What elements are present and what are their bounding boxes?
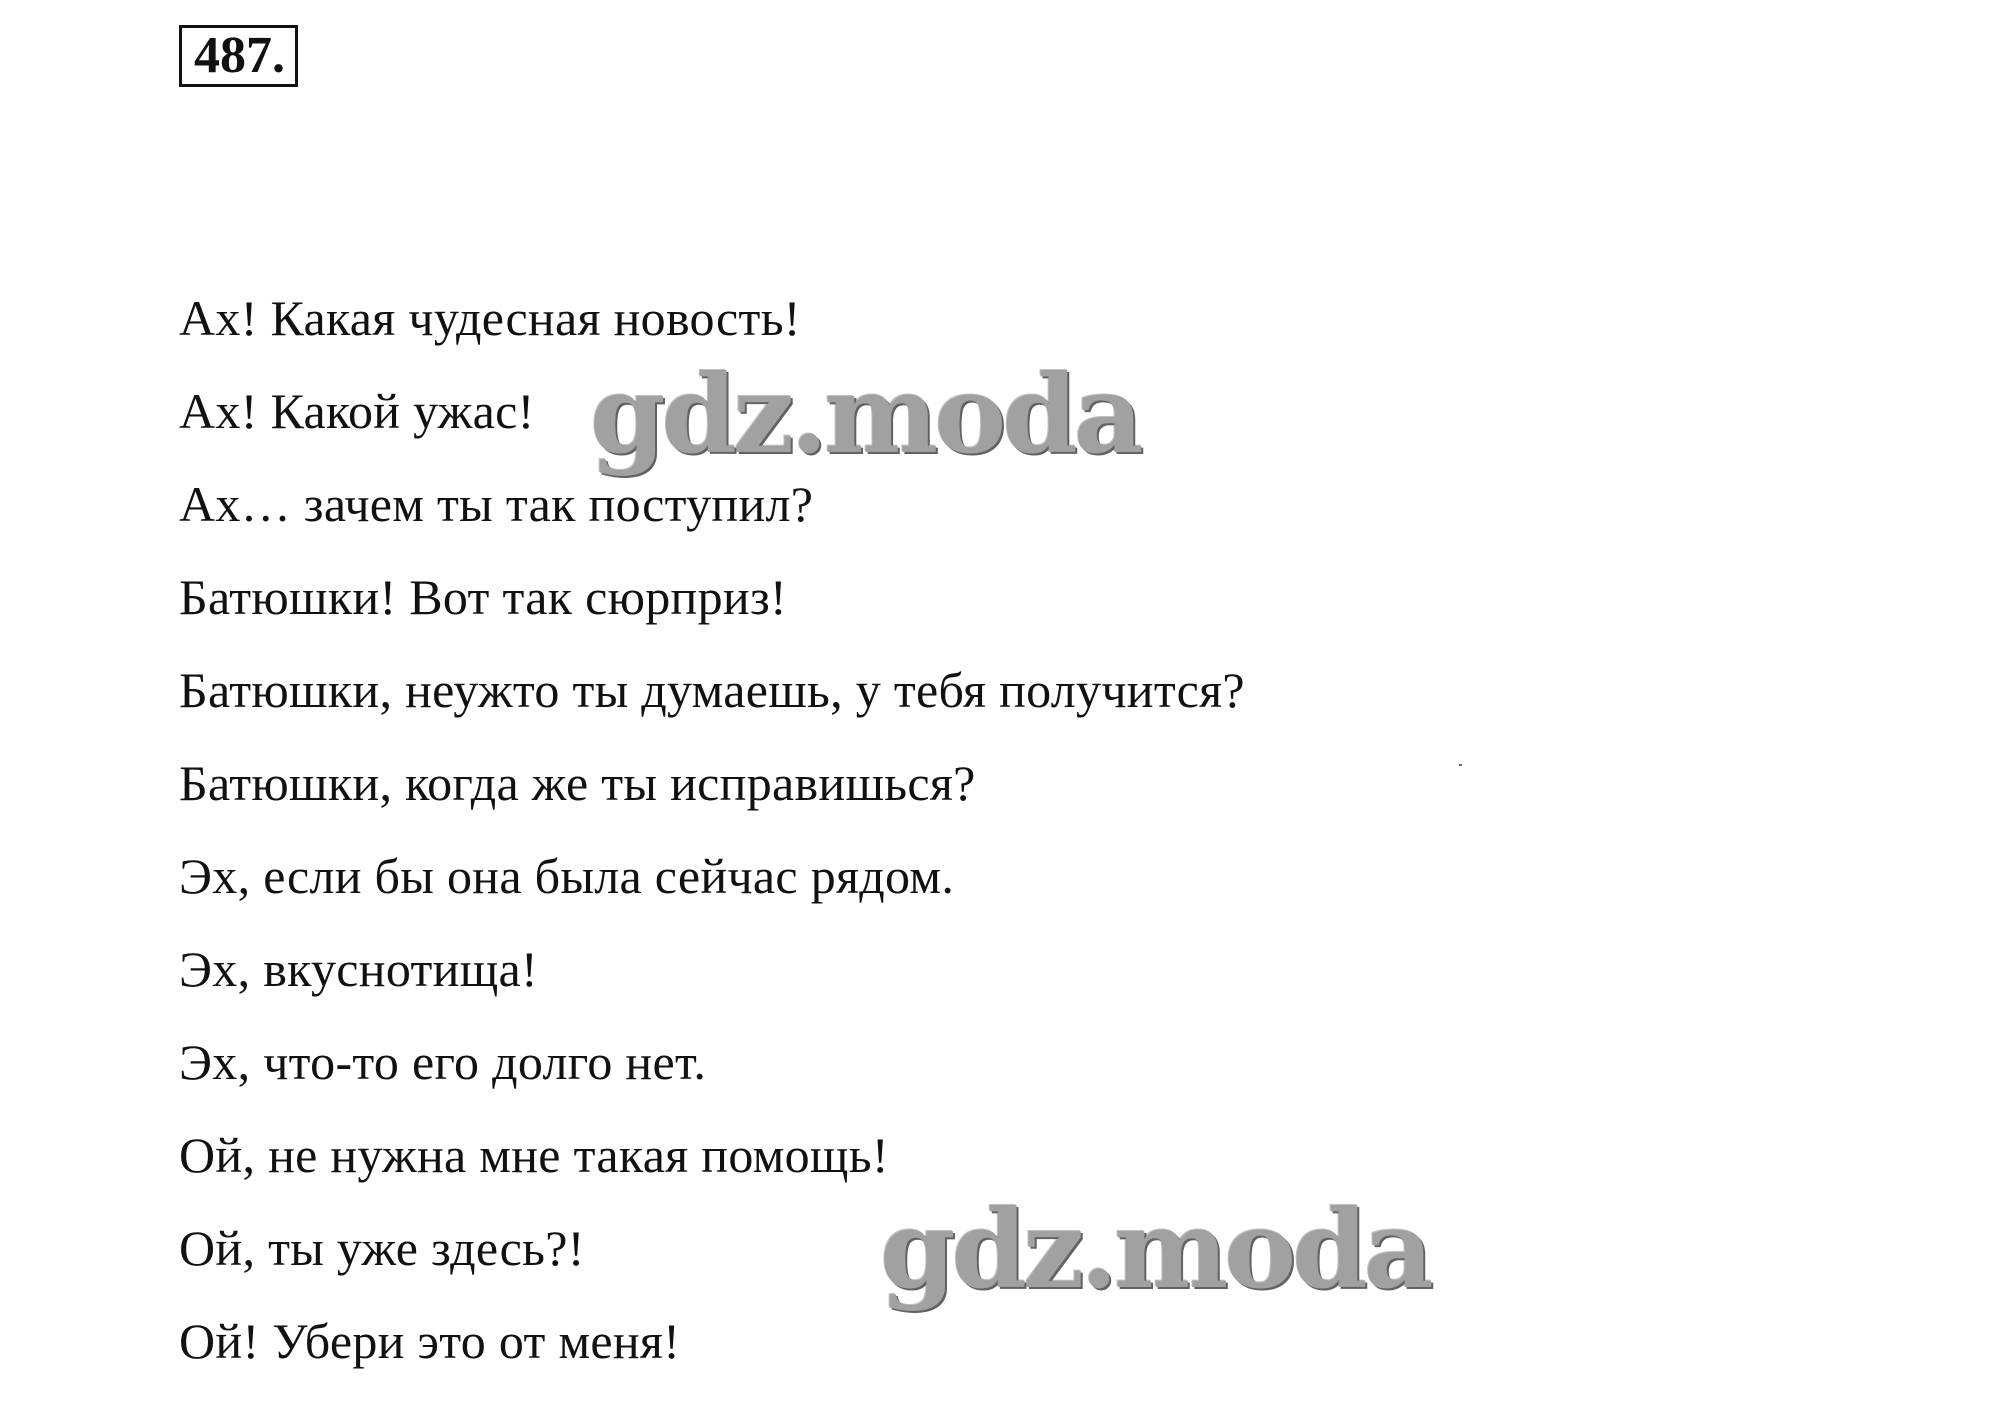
text-line-4: Батюшки! Вот так сюрприз! <box>179 569 787 625</box>
text-line-5: Батюшки, неужто ты думаешь, у тебя получится? <box>179 662 1245 718</box>
text-line-3: Ах… зачем ты так поступил? <box>179 476 814 532</box>
watermark-logo: gdz.moda <box>880 1187 1430 1313</box>
text-line-8: Эх, вкуснотища! <box>179 941 538 997</box>
text-line-1: Ах! Какая чудесная новость! <box>179 290 801 346</box>
text-line-6: Батюшки, когда же ты исправишься? <box>179 755 976 811</box>
text-line-2: Ах! Какой ужас! <box>179 383 535 439</box>
text-line-7: Эх, если бы она была сейчас рядом. <box>179 848 955 904</box>
watermark-logo: gdz.moda <box>590 352 1140 478</box>
text-line-11: Ой, ты уже здесь?! <box>179 1220 585 1276</box>
text-line-9: Эх, что-то его долго нет. <box>179 1034 707 1090</box>
scan-speck <box>1459 764 1462 766</box>
text-line-12: Ой! Убери это от меня! <box>179 1313 681 1369</box>
text-line-10: Ой, не нужна мне такая помощь! <box>179 1127 889 1183</box>
exercise-number: 487. <box>179 25 298 87</box>
